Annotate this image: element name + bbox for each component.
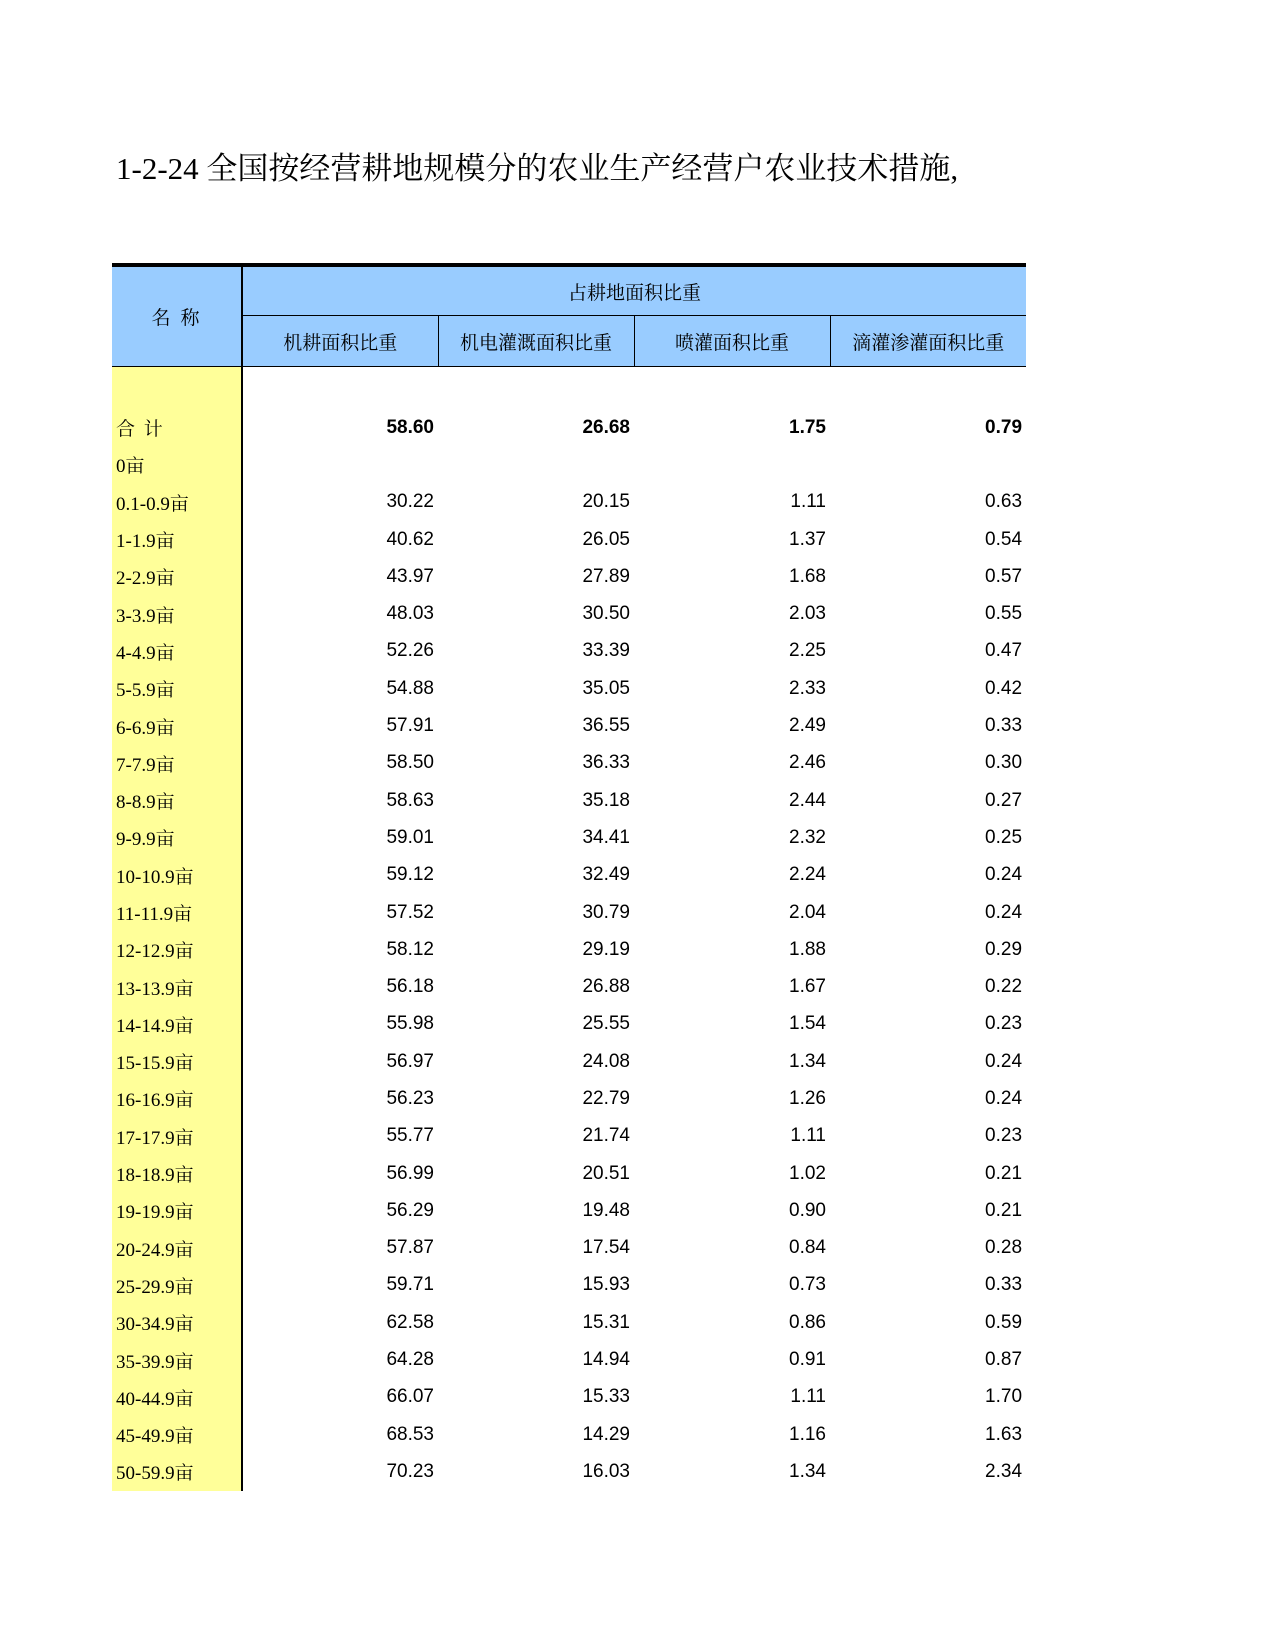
- cell-sprinkler-irrigation: 1.11: [790, 1125, 826, 1147]
- cell-electromechanical-irrigation: 27.89: [582, 565, 630, 587]
- cell-sprinkler-irrigation: 2.49: [789, 715, 826, 737]
- row-label: 合 计: [112, 409, 242, 446]
- cell-sprinkler-irrigation: 1.34: [789, 1050, 826, 1072]
- cell-electromechanical-irrigation: 19.48: [582, 1199, 630, 1221]
- cell-machine-plowing: 64.28: [386, 1349, 434, 1371]
- cell-sprinkler-irrigation: 1.37: [789, 528, 826, 550]
- row-label: 40-44.9亩: [112, 1379, 242, 1416]
- cell-sprinkler-irrigation: [634, 446, 830, 483]
- table-row: [112, 819, 1026, 856]
- cell-electromechanical-irrigation: 17.54: [582, 1237, 630, 1259]
- cell-sprinkler-irrigation: 1.11: [790, 1386, 826, 1408]
- column-header-drip-irrigation: 滴灌渗灌面积比重: [830, 316, 1026, 367]
- cell-sprinkler-irrigation: 2.32: [789, 826, 826, 848]
- row-label: 17-17.9亩: [112, 1118, 242, 1155]
- cell-drip-irrigation: 2.34: [985, 1460, 1023, 1482]
- cell-electromechanical-irrigation: 14.29: [582, 1423, 630, 1445]
- cell-electromechanical-irrigation: 29.19: [582, 938, 630, 960]
- cell-machine-plowing: 59.01: [386, 826, 434, 848]
- cell-drip-irrigation: [830, 446, 1026, 483]
- cell-electromechanical-irrigation: 20.15: [582, 491, 630, 513]
- cell-machine-plowing: 70.23: [386, 1460, 434, 1482]
- cell-sprinkler-irrigation: 1.02: [789, 1162, 826, 1184]
- cell-machine-plowing: 68.53: [386, 1423, 434, 1445]
- row-label: 10-10.9亩: [112, 857, 242, 894]
- cell-electromechanical-irrigation: 22.79: [582, 1087, 630, 1109]
- cell-electromechanical-irrigation: [438, 446, 634, 483]
- cell-electromechanical-irrigation: 36.33: [582, 752, 630, 774]
- cell-electromechanical-irrigation: 14.94: [582, 1349, 630, 1371]
- table-row: [112, 1080, 1026, 1117]
- cell-machine-plowing: 54.88: [386, 677, 434, 699]
- cell-electromechanical-irrigation: 16.03: [582, 1460, 630, 1482]
- cell-drip-irrigation: 0.21: [985, 1199, 1023, 1221]
- cell-sprinkler-irrigation: 2.46: [789, 752, 826, 774]
- cell-drip-irrigation: 0.28: [985, 1237, 1023, 1259]
- cell-electromechanical-irrigation: 21.74: [582, 1125, 630, 1147]
- cell-electromechanical-irrigation: 30.50: [582, 603, 630, 625]
- cell-sprinkler-irrigation: 2.04: [789, 901, 826, 923]
- cell-machine-plowing: 59.12: [386, 864, 434, 886]
- cell-machine-plowing: 43.97: [386, 565, 434, 587]
- table-row: [112, 1379, 1026, 1416]
- row-label: 4-4.9亩: [112, 633, 242, 670]
- cell-sprinkler-irrigation: 0.84: [789, 1237, 826, 1259]
- row-label: 25-29.9亩: [112, 1267, 242, 1304]
- cell-sprinkler-irrigation: 1.34: [789, 1460, 826, 1482]
- cell-electromechanical-irrigation: 26.88: [582, 976, 630, 998]
- cell-machine-plowing: 40.62: [386, 528, 434, 550]
- table-row: [112, 1304, 1026, 1341]
- cell-drip-irrigation: 0.59: [985, 1311, 1023, 1333]
- table-row: [112, 633, 1026, 670]
- row-label: 15-15.9亩: [112, 1043, 242, 1080]
- cell-drip-irrigation: 0.57: [985, 565, 1023, 587]
- cell-machine-plowing: 58.63: [386, 789, 434, 811]
- cell-machine-plowing: 56.29: [386, 1199, 434, 1221]
- row-label: 14-14.9亩: [112, 1006, 242, 1043]
- cell-machine-plowing: 30.22: [386, 491, 434, 513]
- row-label: 8-8.9亩: [112, 782, 242, 819]
- cell-machine-plowing: 57.91: [386, 715, 434, 737]
- cell-drip-irrigation: 0.33: [985, 715, 1023, 737]
- cell-sprinkler-irrigation: 2.03: [789, 603, 826, 625]
- cell-machine-plowing: 57.87: [386, 1237, 434, 1259]
- table-row: [112, 521, 1026, 558]
- cell-drip-irrigation: 1.63: [985, 1423, 1023, 1445]
- row-label: 50-59.9亩: [112, 1453, 242, 1490]
- row-label: 5-5.9亩: [112, 670, 242, 707]
- cell-drip-irrigation: 0.24: [985, 901, 1023, 923]
- row-label: 2-2.9亩: [112, 558, 242, 595]
- row-label: 20-24.9亩: [112, 1230, 242, 1267]
- cell-electromechanical-irrigation: 30.79: [582, 901, 630, 923]
- row-label: 3-3.9亩: [112, 595, 242, 632]
- cell-machine-plowing: 56.99: [386, 1162, 434, 1184]
- cell-sprinkler-irrigation: 1.68: [789, 565, 826, 587]
- cell-electromechanical-irrigation: 26.05: [582, 528, 630, 550]
- column-header-electromechanical-irrigation: 机电灌溉面积比重: [438, 316, 634, 367]
- cell-drip-irrigation: 0.24: [985, 1050, 1023, 1072]
- row-label: 9-9.9亩: [112, 819, 242, 856]
- cell-electromechanical-irrigation: 33.39: [582, 640, 630, 662]
- row-label: 45-49.9亩: [112, 1416, 242, 1453]
- table-row: [112, 894, 1026, 931]
- table-row: [112, 484, 1026, 521]
- cell-drip-irrigation: 0.27: [985, 789, 1023, 811]
- cell-drip-irrigation: 0.30: [985, 752, 1023, 774]
- row-label: 0.1-0.9亩: [112, 484, 242, 521]
- row-label: 30-34.9亩: [112, 1304, 242, 1341]
- table-row: [112, 968, 1026, 1005]
- row-label: 18-18.9亩: [112, 1155, 242, 1192]
- table-row: [112, 1043, 1026, 1080]
- table-row: [112, 558, 1026, 595]
- cell-sprinkler-irrigation: 2.33: [789, 677, 826, 699]
- cell-electromechanical-irrigation: 15.33: [582, 1386, 630, 1408]
- cell-electromechanical-irrigation: 15.31: [582, 1311, 630, 1333]
- cell-drip-irrigation: 0.42: [985, 677, 1023, 699]
- page-title: 1-2-24 全国按经营耕地规模分的农业生产经营户农业技术措施,: [116, 151, 959, 186]
- cell-machine-plowing: 58.12: [386, 938, 434, 960]
- table-row: [112, 670, 1026, 707]
- cell-sprinkler-irrigation: 0.90: [789, 1199, 826, 1221]
- cell-drip-irrigation: 0.21: [985, 1162, 1023, 1184]
- cell-sprinkler-irrigation: 1.67: [789, 976, 826, 998]
- cell-machine-plowing: 48.03: [386, 603, 434, 625]
- spacer-row: [112, 367, 1026, 410]
- data-table: [112, 263, 1026, 1491]
- cell-electromechanical-irrigation: 26.68: [582, 416, 630, 438]
- cell-machine-plowing: 59.71: [386, 1274, 434, 1296]
- cell-drip-irrigation: 0.54: [985, 528, 1023, 550]
- cell-machine-plowing: 55.98: [386, 1013, 434, 1035]
- cell-machine-plowing: [242, 446, 438, 483]
- cell-sprinkler-irrigation: 1.75: [789, 416, 826, 438]
- cell-sprinkler-irrigation: 1.16: [789, 1423, 826, 1445]
- table-row: [112, 1341, 1026, 1378]
- cell-drip-irrigation: 0.24: [985, 864, 1023, 886]
- name-column-header: 名 称: [112, 265, 242, 367]
- cell-sprinkler-irrigation: 2.25: [789, 640, 826, 662]
- cell-electromechanical-irrigation: 15.93: [582, 1274, 630, 1296]
- table-row: [112, 595, 1026, 632]
- cell-drip-irrigation: 0.25: [985, 826, 1023, 848]
- cell-sprinkler-irrigation: 2.44: [789, 789, 826, 811]
- cell-drip-irrigation: 0.79: [985, 416, 1023, 438]
- cell-machine-plowing: 57.52: [386, 901, 434, 923]
- table-row: [112, 1230, 1026, 1267]
- row-label: 12-12.9亩: [112, 931, 242, 968]
- table-row: [112, 1118, 1026, 1155]
- cell-sprinkler-irrigation: 0.73: [789, 1274, 826, 1296]
- cell-machine-plowing: 56.23: [386, 1087, 434, 1109]
- cell-machine-plowing: 58.60: [386, 416, 434, 438]
- cell-sprinkler-irrigation: 0.86: [789, 1311, 826, 1333]
- cell-electromechanical-irrigation: 20.51: [582, 1162, 630, 1184]
- table-row: [112, 745, 1026, 782]
- cell-electromechanical-irrigation: 34.41: [582, 826, 630, 848]
- cell-drip-irrigation: 0.87: [985, 1349, 1023, 1371]
- cell-drip-irrigation: 0.47: [985, 640, 1023, 662]
- row-label: 35-39.9亩: [112, 1341, 242, 1378]
- row-label: 11-11.9亩: [112, 894, 242, 931]
- cell-drip-irrigation: 0.22: [985, 976, 1023, 998]
- table-row: [112, 782, 1026, 819]
- cell-drip-irrigation: 0.24: [985, 1087, 1023, 1109]
- cell-sprinkler-irrigation: 1.88: [789, 938, 826, 960]
- table-row: [112, 1006, 1026, 1043]
- cell-drip-irrigation: 0.29: [985, 938, 1023, 960]
- table-row: [112, 931, 1026, 968]
- cell-sprinkler-irrigation: 1.54: [789, 1013, 826, 1035]
- cell-sprinkler-irrigation: 1.11: [790, 491, 826, 513]
- cell-machine-plowing: 58.50: [386, 752, 434, 774]
- row-label: 0亩: [112, 446, 242, 483]
- cell-sprinkler-irrigation: 0.91: [789, 1349, 826, 1371]
- row-label: 1-1.9亩: [112, 521, 242, 558]
- cell-drip-irrigation: 0.63: [985, 491, 1023, 513]
- cell-electromechanical-irrigation: 24.08: [582, 1050, 630, 1072]
- cell-drip-irrigation: 0.23: [985, 1013, 1023, 1035]
- cell-machine-plowing: 66.07: [386, 1386, 434, 1408]
- row-label: 13-13.9亩: [112, 968, 242, 1005]
- cell-electromechanical-irrigation: 32.49: [582, 864, 630, 886]
- cell-drip-irrigation: 0.23: [985, 1125, 1023, 1147]
- cell-machine-plowing: 55.77: [386, 1125, 434, 1147]
- cell-machine-plowing: 52.26: [386, 640, 434, 662]
- row-label: 16-16.9亩: [112, 1080, 242, 1117]
- cell-machine-plowing: 56.18: [386, 976, 434, 998]
- table-row: [112, 1192, 1026, 1229]
- cell-machine-plowing: 56.97: [386, 1050, 434, 1072]
- column-header-sprinkler-irrigation: 喷灌面积比重: [634, 316, 830, 367]
- cell-sprinkler-irrigation: 1.26: [789, 1087, 826, 1109]
- table-row: [112, 1267, 1026, 1304]
- table-row: [112, 707, 1026, 744]
- row-label: 19-19.9亩: [112, 1192, 242, 1229]
- cell-electromechanical-irrigation: 35.05: [582, 677, 630, 699]
- cell-machine-plowing: 62.58: [386, 1311, 434, 1333]
- row-label: 6-6.9亩: [112, 707, 242, 744]
- cell-sprinkler-irrigation: 2.24: [789, 864, 826, 886]
- cell-drip-irrigation: 0.55: [985, 603, 1023, 625]
- column-header-machine-plowing: 机耕面积比重: [242, 316, 438, 367]
- cell-drip-irrigation: 1.70: [985, 1386, 1023, 1408]
- table-row: [112, 857, 1026, 894]
- table-row: [112, 446, 1026, 483]
- total-row: [112, 409, 1026, 446]
- table-row: [112, 1416, 1026, 1453]
- table-row: [112, 1453, 1026, 1490]
- cell-drip-irrigation: 0.33: [985, 1274, 1023, 1296]
- cell-electromechanical-irrigation: 36.55: [582, 715, 630, 737]
- table-row: [112, 1155, 1026, 1192]
- cell-electromechanical-irrigation: 25.55: [582, 1013, 630, 1035]
- group-header: 占耕地面积比重: [242, 265, 1026, 316]
- row-label: 7-7.9亩: [112, 745, 242, 782]
- cell-electromechanical-irrigation: 35.18: [582, 789, 630, 811]
